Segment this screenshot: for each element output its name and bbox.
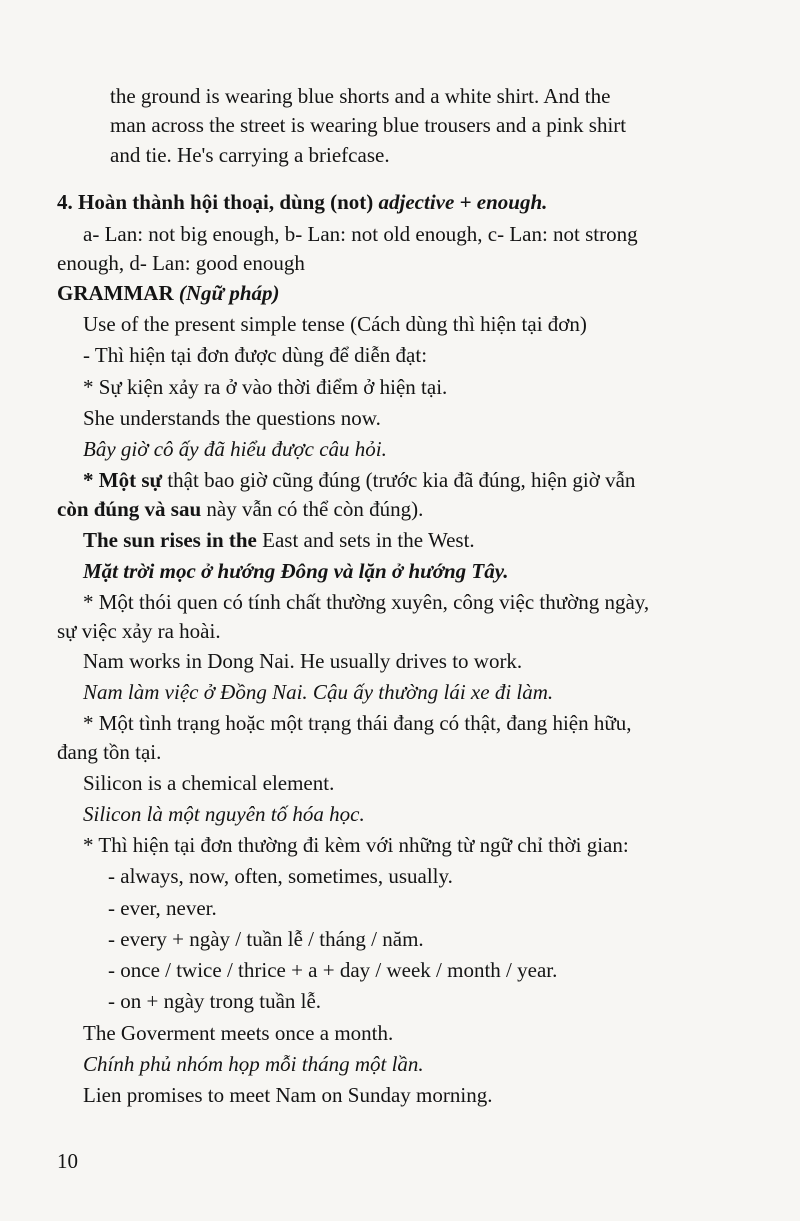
intro-line-2: man across the street is wearing blue trousers and a pink shirt bbox=[110, 113, 627, 137]
use-3-rule-line-2: sự việc xảy ra hoài. bbox=[57, 619, 221, 643]
use-4-example: Silicon is a chemical element. bbox=[83, 771, 335, 795]
use-3-example: Nam works in Dong Nai. He usually drives to work. bbox=[83, 649, 523, 673]
grammar-topic: Use of the present simple tense (Cách dùng thì hiện tại đơn) bbox=[83, 312, 587, 336]
use-2-example-text: East and sets in the West. bbox=[262, 528, 475, 552]
use-2-rule-line-2-bold: còn đúng và sau bbox=[57, 497, 202, 521]
use-1-example: She understands the questions now. bbox=[83, 406, 381, 430]
use-2-rule-text: thật bao giờ cũng đúng (trước kia đã đúng, hiện giờ vẫn bbox=[167, 468, 636, 492]
exercise-4-answer-line-2: enough, d- Lan: good enough bbox=[57, 251, 305, 275]
use-4-rule-line-1: * Một tình trạng hoặc một trạng thái đang có thật, đang hiện hữu, bbox=[83, 711, 632, 735]
use-3-translation: Nam làm việc ở Đồng Nai. Cậu ấy thường lái xe đi làm. bbox=[83, 680, 554, 704]
exercise-4-heading bbox=[57, 192, 547, 213]
use-4-translation: Silicon là một nguyên tố hóa học. bbox=[83, 802, 365, 826]
example-5: The Goverment meets once a month. bbox=[83, 1021, 394, 1045]
grammar-heading-en: GRAMMAR bbox=[57, 281, 174, 305]
example-6: Lien promises to meet Nam on Sunday morning. bbox=[83, 1083, 493, 1107]
use-2-rule-bold: * Một sự bbox=[83, 468, 163, 492]
use-3-rule-line-1: * Một thói quen có tính chất thường xuyên, công việc thường ngày, bbox=[83, 590, 650, 614]
exercise-4-heading-prefix: 4. Hoàn thành hội thoại, dùng (not) bbox=[57, 190, 374, 214]
use-2-rule-line-2-text: này vẫn có thể còn đúng). bbox=[206, 497, 424, 521]
use-1-rule: * Sự kiện xảy ra ở vào thời điểm ở hiện tại. bbox=[83, 375, 448, 399]
intro-line-1: the ground is wearing blue shorts and a white shirt. And the bbox=[110, 84, 611, 108]
time-words-item: - ever, never. bbox=[108, 896, 217, 920]
use-1-translation: Bây giờ cô ấy đã hiểu được câu hỏi. bbox=[83, 437, 387, 461]
exercise-4-answer-line-1: a- Lan: not big enough, b- Lan: not old enough, c- Lan: not strong bbox=[83, 222, 638, 246]
intro-line-3: and tie. He's carrying a briefcase. bbox=[110, 143, 390, 167]
time-words-intro: * Thì hiện tại đơn thường đi kèm với những từ ngữ chỉ thời gian: bbox=[83, 833, 629, 857]
use-2-example-bold: The sun rises in the bbox=[83, 528, 257, 552]
time-words-item: - once / twice / thrice + a + day / week / month / year. bbox=[108, 958, 558, 982]
time-words-item: - every + ngày / tuần lễ / tháng / năm. bbox=[108, 927, 424, 951]
grammar-intro: - Thì hiện tại đơn được dùng để diễn đạt: bbox=[83, 343, 428, 367]
exercise-4-heading-suffix: adjective + enough. bbox=[378, 190, 548, 214]
translation-5: Chính phủ nhóm họp mỗi tháng một lần. bbox=[83, 1052, 424, 1076]
time-words-item: - always, now, often, sometimes, usually. bbox=[108, 864, 453, 888]
use-4-rule-line-2: đang tồn tại. bbox=[57, 740, 162, 764]
use-2-example bbox=[83, 530, 475, 551]
use-2-rule-line-2 bbox=[57, 499, 423, 520]
grammar-heading bbox=[57, 283, 280, 304]
use-2-rule-line-1 bbox=[83, 470, 635, 491]
grammar-heading-vi: (Ngữ pháp) bbox=[178, 281, 280, 305]
time-words-item: - on + ngày trong tuần lễ. bbox=[108, 989, 322, 1013]
page-number: 10 bbox=[57, 1149, 78, 1173]
use-2-translation: Mặt trời mọc ở hướng Đông và lặn ở hướng Tây. bbox=[83, 559, 509, 583]
